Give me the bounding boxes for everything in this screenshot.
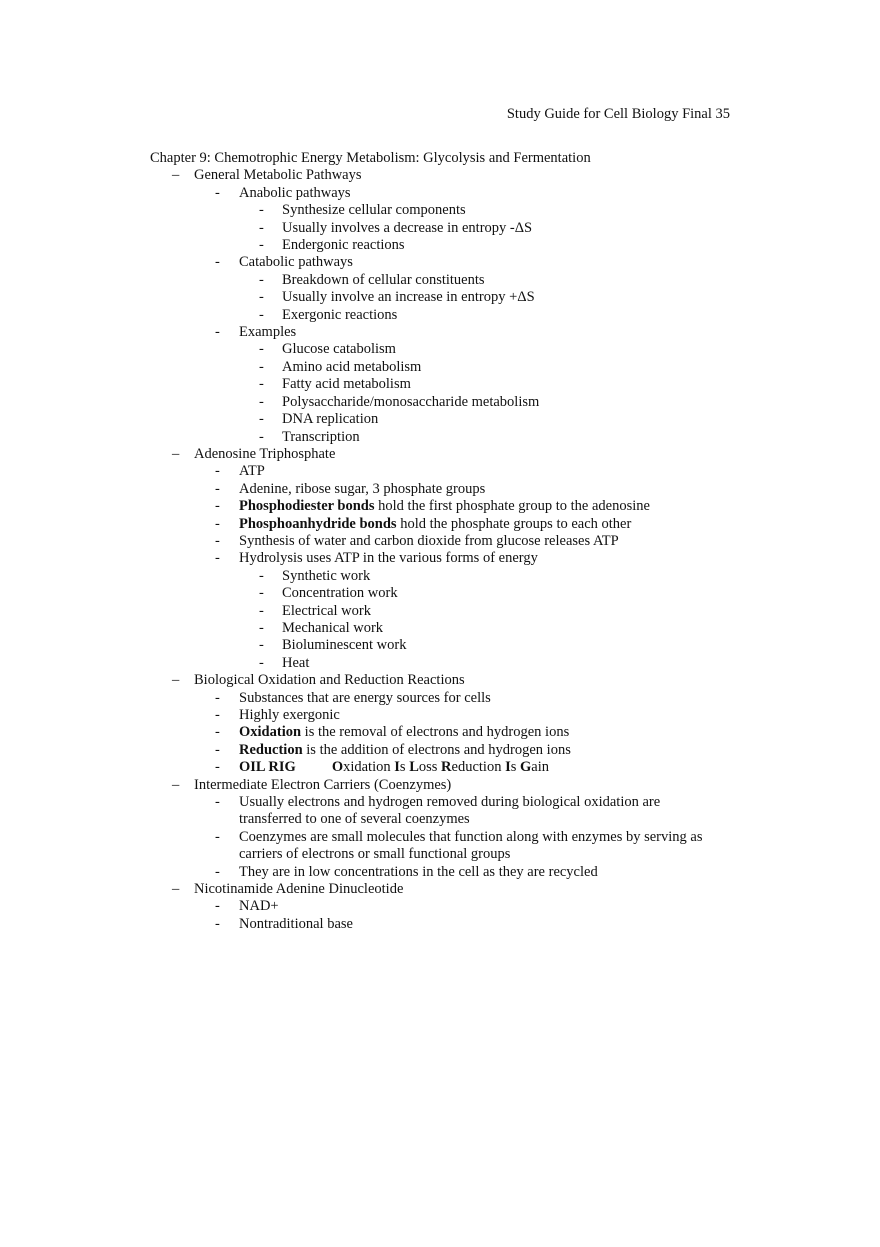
section-heading: – Nicotinamide Adenine Dinucleotide [172, 881, 404, 898]
list-item: - Usually involve an increase in entropy +ΔS [259, 289, 535, 306]
list-item: - DNA replication [259, 411, 379, 428]
list-item: - Highly exergonic [215, 707, 340, 723]
list-item: - Phosphoanhydride bonds hold the phosphate groups to each other [215, 515, 632, 532]
list-item: - Catabolic pathways [215, 254, 353, 271]
list-item: - Polysaccharide/monosaccharide metabolism [259, 393, 540, 410]
list-item: - Reduction is the addition of electrons and hydrogen ions [215, 741, 571, 758]
dash-bullet: - [215, 689, 220, 706]
oil-rig-mnemonic: - OIL RIG Oxidation Is Loss Reduction Is Gain [215, 759, 550, 776]
list-item: - Usually electrons and hydrogen removed during biological oxidation are transferred to one of several coenzymes [215, 794, 661, 828]
dash-bullet: – [172, 672, 180, 689]
list-item: - Synthetic work [259, 567, 371, 584]
list-item: - Oxidation is the removal of electrons and hydrogen ions [215, 724, 570, 741]
dash-bullet: - [215, 759, 220, 776]
list-item: - Synthesize cellular components [259, 202, 466, 219]
list-item: - Heat [259, 654, 310, 671]
dash-bullet: – [172, 445, 180, 462]
dash-bullet: - [259, 619, 264, 636]
dash-bullet: - [215, 550, 220, 567]
dash-bullet: - [215, 324, 220, 341]
study-guide-content [150, 150, 750, 933]
dash-bullet: - [259, 341, 264, 358]
list-item: - They are in low concentrations in the cell as they are recycled [215, 863, 598, 880]
dash-bullet: - [259, 271, 264, 288]
section-heading: – General Metabolic Pathways [172, 167, 362, 184]
dash-bullet: – [172, 167, 180, 184]
dash-bullet: - [259, 306, 264, 323]
list-item: - Examples [215, 324, 297, 341]
dash-bullet: - [215, 480, 220, 497]
dash-bullet: - [259, 602, 264, 619]
dash-bullet: – [172, 881, 180, 898]
dash-bullet: - [259, 219, 264, 236]
list-item: - Fatty acid metabolism [259, 376, 411, 393]
dash-bullet: - [259, 358, 264, 375]
dash-bullet: - [215, 707, 220, 723]
dash-bullet: - [259, 585, 264, 602]
list-item: - Endergonic reactions [259, 237, 405, 254]
list-item: - Breakdown of cellular constituents [259, 271, 485, 288]
list-item: - Glucose catabolism [259, 341, 396, 358]
list-item: - Usually involves a decrease in entropy -ΔS [259, 219, 533, 236]
list-item: - Bioluminescent work [259, 637, 407, 654]
dash-bullet: - [215, 254, 220, 271]
dash-bullet: - [215, 515, 220, 532]
page-header: Study Guide for Cell Biology Final 35 [506, 106, 730, 122]
list-item: - NAD+ [215, 898, 279, 915]
list-item: - ATP [215, 463, 265, 480]
section-heading: – Biological Oxidation and Reduction Reactions [172, 672, 465, 689]
dash-bullet: - [215, 741, 220, 758]
dash-bullet: - [259, 567, 264, 584]
dash-bullet: - [259, 202, 264, 219]
dash-bullet: - [215, 828, 220, 845]
dash-bullet: - [215, 915, 220, 932]
dash-bullet: - [215, 898, 220, 915]
dash-bullet: - [215, 463, 220, 480]
dash-bullet: - [259, 654, 264, 671]
dash-bullet: - [259, 428, 264, 445]
dash-bullet: - [215, 724, 220, 741]
list-item: - Nontraditional base [215, 915, 353, 932]
list-item: - Exergonic reactions [259, 306, 398, 323]
dash-bullet: - [259, 637, 264, 654]
section-heading: – Intermediate Electron Carriers (Coenzymes) [172, 776, 452, 793]
dash-bullet: - [259, 289, 264, 306]
list-item: - Anabolic pathways [215, 184, 351, 201]
list-item: - Adenine, ribose sugar, 3 phosphate groups [215, 480, 486, 497]
section-heading: – Adenosine Triphosphate [172, 445, 336, 462]
list-item: - Phosphodiester bonds hold the first phosphate group to the adenosine [215, 498, 650, 515]
dash-bullet: - [215, 184, 220, 201]
dash-bullet: - [215, 532, 220, 549]
dash-bullet: - [259, 237, 264, 254]
dash-bullet: – [172, 776, 180, 793]
dash-bullet: - [215, 794, 220, 811]
list-item: - Amino acid metabolism [259, 358, 422, 375]
list-item: - Hydrolysis uses ATP in the various forms of energy [215, 550, 538, 567]
list-item: - Mechanical work [259, 619, 384, 636]
list-item: - Coenzymes are small molecules that function along with enzymes by serving as carriers of electrons or small functional groups [215, 828, 703, 863]
chapter-title: Chapter 9: Chemotrophic Energy Metabolism: Glycolysis and Fermentation [150, 150, 591, 166]
dash-bullet: - [259, 376, 264, 393]
list-item: - Transcription [259, 428, 360, 445]
list-item: - Synthesis of water and carbon dioxide from glucose releases ATP [215, 532, 619, 549]
dash-bullet: - [259, 411, 264, 428]
list-item: - Concentration work [259, 585, 398, 602]
dash-bullet: - [215, 498, 220, 515]
dash-bullet: - [215, 863, 220, 880]
list-item: - Electrical work [259, 602, 371, 619]
dash-bullet: - [259, 393, 264, 410]
list-item: - Substances that are energy sources for cells [215, 689, 491, 706]
